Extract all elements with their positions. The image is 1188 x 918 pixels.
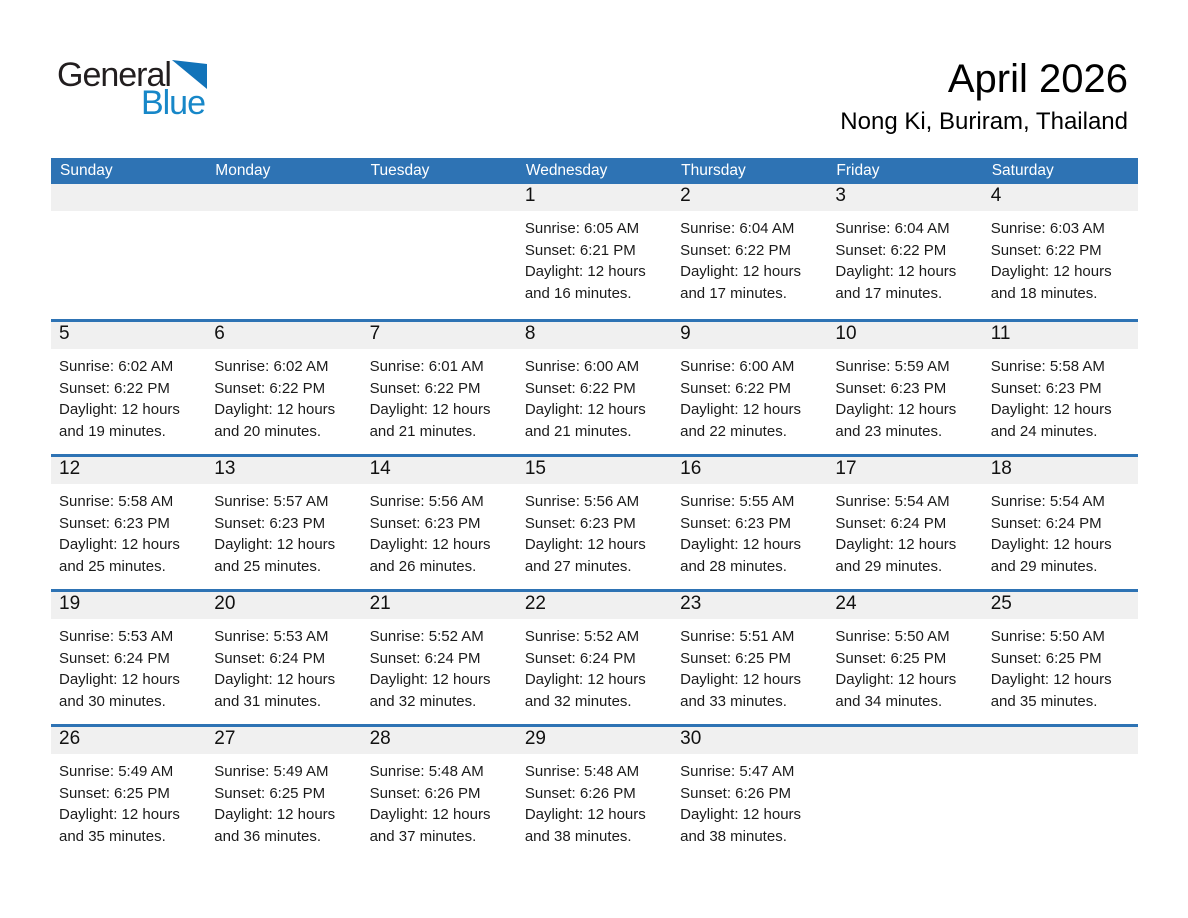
week-row-4 (51, 589, 1138, 724)
day-detail-line: Daylight: 12 hours (524, 671, 646, 688)
day-detail-line: Sunset: 6:23 PM (990, 379, 1102, 397)
day-detail-line: Sunset: 6:23 PM (835, 379, 947, 397)
day-detail-line: Sunset: 6:22 PM (369, 379, 481, 397)
day-detail-line: Daylight: 12 hours (214, 671, 336, 688)
day-detail-line: Sunrise: 5:49 AM (59, 763, 174, 780)
day-cell-19 (51, 619, 206, 712)
day-detail-line: Sunrise: 6:05 AM (524, 220, 640, 237)
day-number-band (51, 184, 1138, 211)
day-number-20: 20 (214, 593, 236, 614)
day-detail-line: Sunrise: 5:48 AM (369, 763, 484, 780)
day-detail-line: Daylight: 12 hours (524, 401, 646, 418)
day-cell-24 (827, 619, 982, 712)
day-detail-line: Sunrise: 5:58 AM (59, 493, 174, 510)
day-detail-line: and 18 minutes. (990, 284, 1098, 302)
day-detail-line: and 25 minutes. (214, 557, 322, 575)
day-cell-6 (206, 349, 361, 442)
day-cell-empty (51, 211, 206, 304)
day-detail-line: Sunrise: 6:00 AM (524, 358, 640, 375)
day-detail-line: Sunset: 6:25 PM (59, 784, 170, 802)
day-detail-line: Daylight: 12 hours (835, 671, 957, 688)
day-detail-line: Daylight: 12 hours (990, 263, 1112, 280)
day-detail-line: and 36 minutes. (214, 827, 322, 845)
day-detail-line: Daylight: 12 hours (680, 536, 802, 553)
day-cell-10 (827, 349, 982, 442)
day-number-5: 5 (59, 323, 70, 344)
day-detail-line: and 17 minutes. (680, 284, 787, 302)
day-cell-4 (983, 211, 1138, 304)
day-detail-line: Sunset: 6:25 PM (680, 649, 792, 667)
day-cell-empty (362, 211, 517, 304)
day-detail-line: Sunrise: 5:49 AM (214, 763, 329, 780)
day-detail-line: and 38 minutes. (524, 827, 632, 845)
day-detail-line: and 32 minutes. (369, 692, 477, 710)
day-detail-line: Daylight: 12 hours (214, 401, 336, 418)
day-number-28: 28 (369, 728, 391, 749)
day-detail-line: Sunrise: 5:53 AM (214, 628, 329, 645)
day-detail-line: and 35 minutes. (59, 827, 166, 845)
day-detail-line: Sunset: 6:22 PM (214, 379, 326, 397)
day-cell-14 (362, 484, 517, 577)
day-detail-line: Sunrise: 5:54 AM (835, 493, 950, 510)
day-detail-line: Daylight: 12 hours (680, 671, 802, 688)
day-detail-line: Sunset: 6:22 PM (835, 241, 947, 259)
day-detail-line: Sunset: 6:23 PM (369, 514, 481, 532)
day-number-24: 24 (835, 593, 857, 614)
day-detail-line: Sunrise: 6:00 AM (680, 358, 795, 375)
day-cell-9 (672, 349, 827, 442)
day-cell-7 (362, 349, 517, 442)
day-detail-line: Sunrise: 5:54 AM (990, 493, 1105, 510)
day-cell-1 (517, 211, 672, 304)
day-cell-30 (672, 754, 827, 847)
day-detail-line: Sunrise: 6:01 AM (369, 358, 484, 375)
day-detail-line: Daylight: 12 hours (369, 671, 491, 688)
day-detail-line: Daylight: 12 hours (680, 401, 802, 418)
day-detail-line: and 29 minutes. (835, 557, 943, 575)
title-block (840, 57, 1128, 136)
week-row-3 (51, 454, 1138, 589)
day-detail-line: Daylight: 12 hours (369, 806, 491, 823)
day-number-15: 15 (524, 458, 546, 479)
logo-text-blue: Blue (140, 84, 205, 122)
week-row-2 (51, 319, 1138, 454)
day-detail-line: Sunrise: 5:57 AM (214, 493, 329, 510)
day-detail-line: and 34 minutes. (835, 692, 943, 710)
day-detail-line: Daylight: 12 hours (680, 263, 802, 280)
day-detail-line: Sunset: 6:26 PM (524, 784, 636, 802)
day-detail-line: and 19 minutes. (59, 422, 166, 440)
weekday-header-wednesday: Wednesday (525, 162, 608, 179)
day-detail-line: Sunrise: 6:02 AM (214, 358, 329, 375)
day-number-13: 13 (214, 458, 236, 479)
day-detail-line: Sunrise: 5:53 AM (59, 628, 174, 645)
day-number-19: 19 (59, 593, 81, 614)
day-detail-line: Daylight: 12 hours (990, 536, 1112, 553)
day-detail-line: Daylight: 12 hours (990, 671, 1112, 688)
day-number-21: 21 (369, 593, 391, 614)
day-detail-line: Sunrise: 5:51 AM (680, 628, 795, 645)
day-detail-line: Sunset: 6:24 PM (214, 649, 326, 667)
day-detail-line: Daylight: 12 hours (369, 401, 491, 418)
day-detail-line: Sunset: 6:24 PM (59, 649, 170, 667)
day-detail-line: Sunrise: 5:59 AM (835, 358, 950, 375)
day-detail-line: Sunset: 6:23 PM (680, 514, 792, 532)
day-cell-21 (362, 619, 517, 712)
day-details-row (51, 484, 1138, 577)
day-number-23: 23 (680, 593, 702, 614)
day-number-6: 6 (214, 323, 225, 344)
day-detail-line: and 20 minutes. (214, 422, 322, 440)
day-detail-line: Daylight: 12 hours (214, 536, 336, 553)
day-number-27: 27 (214, 728, 236, 749)
day-detail-line: Sunset: 6:21 PM (524, 241, 636, 259)
day-detail-line: Sunrise: 5:50 AM (990, 628, 1105, 645)
weekday-header-thursday: Thursday (681, 162, 746, 179)
day-number-4: 4 (990, 185, 1002, 206)
day-detail-line: Sunset: 6:24 PM (369, 649, 481, 667)
day-number-1: 1 (524, 185, 536, 206)
day-detail-line: Daylight: 12 hours (524, 536, 646, 553)
day-detail-line: Daylight: 12 hours (680, 806, 802, 823)
day-detail-line: Sunset: 6:25 PM (990, 649, 1102, 667)
weekday-header-friday: Friday (836, 162, 880, 179)
week-row-5 (51, 724, 1138, 859)
day-cell-29 (517, 754, 672, 847)
page-title: April 2026 (947, 57, 1128, 101)
day-detail-line: Sunrise: 6:02 AM (59, 358, 174, 375)
day-number-7: 7 (369, 323, 381, 344)
day-cell-27 (206, 754, 361, 847)
day-detail-line: Sunset: 6:22 PM (59, 379, 170, 397)
day-detail-line: Daylight: 12 hours (835, 401, 957, 418)
day-detail-line: Sunrise: 5:56 AM (524, 493, 640, 510)
day-cell-empty (827, 754, 982, 847)
day-detail-line: Sunset: 6:26 PM (369, 784, 481, 802)
day-detail-line: Daylight: 12 hours (990, 401, 1112, 418)
day-detail-line: and 35 minutes. (990, 692, 1098, 710)
day-detail-line: and 21 minutes. (524, 422, 632, 440)
day-detail-line: Daylight: 12 hours (214, 806, 336, 823)
day-detail-line: and 30 minutes. (59, 692, 166, 710)
day-number-empty (206, 184, 361, 211)
day-number-band (51, 727, 1138, 754)
day-detail-line: and 26 minutes. (369, 557, 477, 575)
calendar-table (51, 158, 1138, 859)
day-number-14: 14 (369, 458, 391, 479)
day-number-26: 26 (59, 728, 81, 749)
day-detail-line: Sunrise: 5:52 AM (369, 628, 484, 645)
day-detail-line: Daylight: 12 hours (835, 263, 957, 280)
day-cell-22 (517, 619, 672, 712)
day-detail-line: and 22 minutes. (680, 422, 787, 440)
day-detail-line: and 28 minutes. (680, 557, 787, 575)
day-number-11: 11 (990, 323, 1011, 344)
day-detail-line: and 23 minutes. (835, 422, 943, 440)
weekday-header-tuesday: Tuesday (370, 162, 430, 179)
day-detail-line: Sunset: 6:24 PM (990, 514, 1102, 532)
day-detail-line: Sunrise: 5:52 AM (524, 628, 640, 645)
day-detail-line: Sunset: 6:22 PM (524, 379, 636, 397)
day-detail-line: and 37 minutes. (369, 827, 477, 845)
day-number-17: 17 (835, 458, 857, 479)
day-detail-line: and 32 minutes. (524, 692, 632, 710)
day-detail-line: Sunset: 6:22 PM (680, 241, 792, 259)
day-number-8: 8 (524, 323, 536, 344)
day-cell-23 (672, 619, 827, 712)
day-detail-line: and 27 minutes. (524, 557, 632, 575)
day-number-empty (983, 727, 1138, 754)
day-detail-line: Sunrise: 5:48 AM (524, 763, 640, 780)
day-number-empty (362, 184, 517, 211)
day-detail-line: Sunset: 6:26 PM (680, 784, 792, 802)
day-cell-2 (672, 211, 827, 304)
day-detail-line: and 33 minutes. (680, 692, 787, 710)
day-detail-line: Sunset: 6:24 PM (835, 514, 947, 532)
day-detail-line: and 24 minutes. (990, 422, 1098, 440)
day-cell-8 (517, 349, 672, 442)
day-detail-line: Daylight: 12 hours (835, 536, 957, 553)
day-detail-line: Daylight: 12 hours (59, 401, 180, 418)
day-detail-line: Daylight: 12 hours (59, 671, 180, 688)
day-number-22: 22 (524, 593, 546, 614)
day-number-3: 3 (835, 185, 846, 206)
day-detail-line: Sunset: 6:25 PM (835, 649, 947, 667)
day-detail-line: Daylight: 12 hours (59, 806, 180, 823)
day-detail-line: and 16 minutes. (524, 284, 632, 302)
day-cell-18 (983, 484, 1138, 577)
weeks-container (51, 184, 1138, 859)
day-detail-line: and 38 minutes. (680, 827, 787, 845)
general-blue-logo (57, 58, 207, 120)
day-detail-line: Sunset: 6:22 PM (990, 241, 1102, 259)
day-cell-20 (206, 619, 361, 712)
day-detail-line: and 31 minutes. (214, 692, 322, 710)
day-cell-5 (51, 349, 206, 442)
day-number-band (51, 592, 1138, 619)
day-number-band (51, 322, 1138, 349)
day-detail-line: Daylight: 12 hours (524, 806, 646, 823)
logo-text-general: General (57, 56, 171, 94)
day-detail-line: Sunrise: 6:04 AM (680, 220, 795, 237)
day-number-empty (827, 727, 982, 754)
day-detail-line: Sunrise: 6:04 AM (835, 220, 950, 237)
day-cell-25 (983, 619, 1138, 712)
day-number-25: 25 (990, 593, 1012, 614)
day-detail-line: Daylight: 12 hours (524, 263, 646, 280)
day-details-row (51, 211, 1138, 304)
day-cell-13 (206, 484, 361, 577)
day-number-band (51, 457, 1138, 484)
day-number-9: 9 (680, 323, 691, 344)
weekday-header-saturday: Saturday (991, 162, 1054, 179)
day-details-row (51, 754, 1138, 847)
day-cell-17 (827, 484, 982, 577)
day-cell-28 (362, 754, 517, 847)
day-detail-line: and 25 minutes. (59, 557, 166, 575)
day-detail-line: Sunrise: 5:55 AM (680, 493, 795, 510)
week-row-1 (51, 184, 1138, 319)
day-detail-line: Sunset: 6:25 PM (214, 784, 326, 802)
day-number-12: 12 (59, 458, 81, 479)
day-detail-line: Sunrise: 6:03 AM (990, 220, 1105, 237)
day-cell-11 (983, 349, 1138, 442)
day-number-16: 16 (680, 458, 702, 479)
day-detail-line: Sunset: 6:22 PM (680, 379, 792, 397)
day-cell-12 (51, 484, 206, 577)
day-number-18: 18 (990, 458, 1012, 479)
day-detail-line: Sunrise: 5:56 AM (369, 493, 484, 510)
page-subtitle: Nong Ki, Buriram, Thailand (840, 108, 1128, 135)
day-details-row (51, 619, 1138, 712)
day-detail-line: Daylight: 12 hours (369, 536, 491, 553)
day-detail-line: Sunset: 6:23 PM (214, 514, 326, 532)
day-detail-line: Sunrise: 5:50 AM (835, 628, 950, 645)
weekday-header-monday: Monday (215, 162, 271, 179)
day-cell-3 (827, 211, 982, 304)
day-detail-line: Daylight: 12 hours (59, 536, 180, 553)
day-detail-line: and 17 minutes. (835, 284, 943, 302)
day-cell-empty (983, 754, 1138, 847)
day-cell-26 (51, 754, 206, 847)
day-detail-line: and 21 minutes. (369, 422, 477, 440)
day-cell-empty (206, 211, 361, 304)
day-detail-line: Sunrise: 5:58 AM (990, 358, 1105, 375)
weekday-header-sunday: Sunday (60, 162, 113, 179)
day-cell-16 (672, 484, 827, 577)
day-detail-line: Sunset: 6:23 PM (524, 514, 636, 532)
day-number-29: 29 (524, 728, 546, 749)
day-number-30: 30 (680, 728, 702, 749)
day-detail-line: Sunrise: 5:47 AM (680, 763, 795, 780)
weekday-header-row (51, 158, 1138, 184)
day-number-2: 2 (680, 185, 691, 206)
day-number-10: 10 (835, 323, 857, 344)
day-cell-15 (517, 484, 672, 577)
day-details-row (51, 349, 1138, 442)
day-detail-line: Sunset: 6:23 PM (59, 514, 170, 532)
day-detail-line: Sunset: 6:24 PM (524, 649, 636, 667)
day-number-empty (51, 184, 206, 211)
day-detail-line: and 29 minutes. (990, 557, 1098, 575)
